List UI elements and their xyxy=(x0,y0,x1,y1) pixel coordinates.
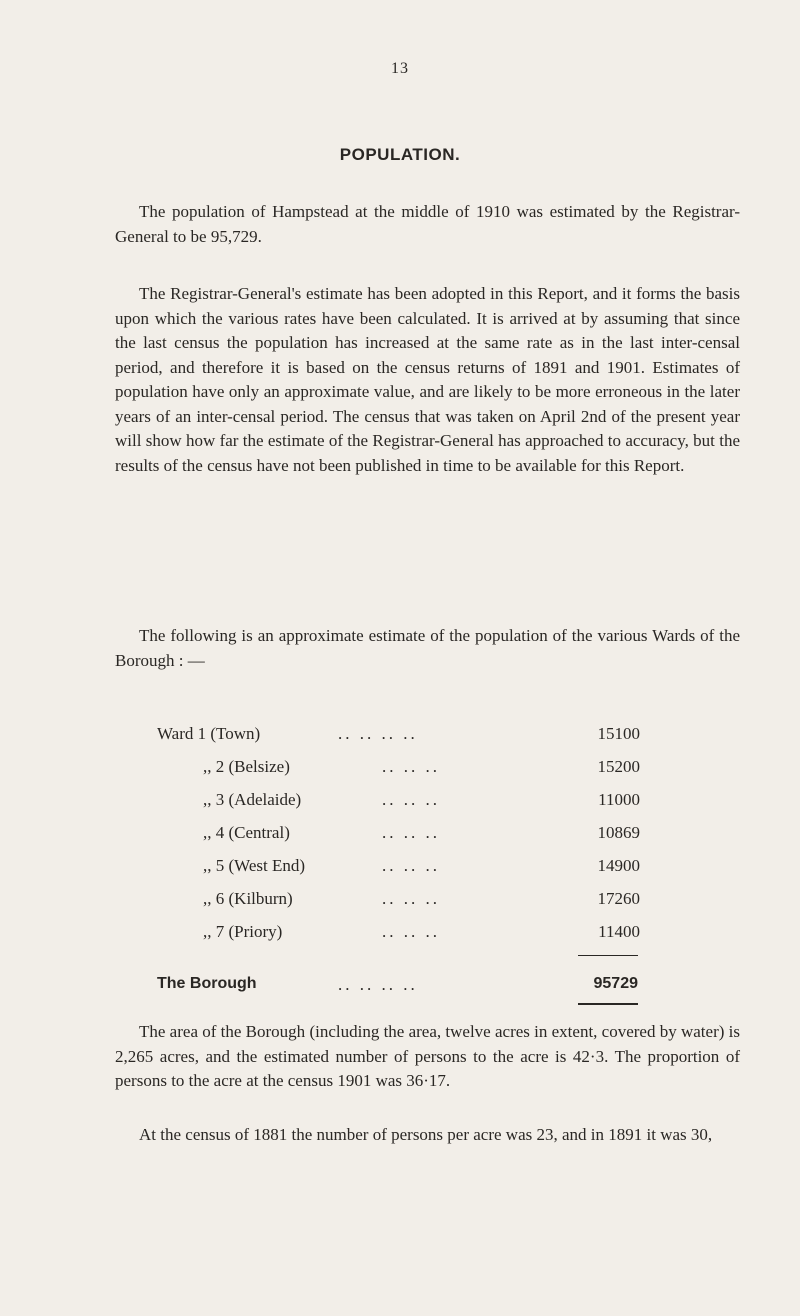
ward-row xyxy=(0,856,800,880)
leader-dots: .. .. .. xyxy=(382,922,440,941)
sum-rule xyxy=(578,955,638,956)
ward-row xyxy=(0,790,800,814)
leader-dots: .. .. .. .. xyxy=(338,975,418,994)
leader-dots: .. .. .. xyxy=(382,889,440,908)
paragraph-estimate-method: The Registrar-General's estimate has been adopted in this Report, and it forms the basis upon which the various rates have been calculated. It is arrived at by assuming that since the last census the population has increased at the same rate as in the last inter-censal period, and therefore it is based on the census returns of 1891 and 1901. Estimates of population have only an approximate value, and are likely to be more erroneous in the later years of an inter-censal period. The census that was taken on April 2nd of the present year will show how far the estimate of the Registrar-General has approached to accuracy, but the results of the census have not been published in time to be available for this Report. xyxy=(115,284,740,475)
ward-population: 11400 xyxy=(598,922,640,941)
total-label: The Borough xyxy=(157,975,257,992)
ward-label: ,, 2 (Belsize) xyxy=(203,757,290,776)
ward-row xyxy=(0,889,800,913)
ward-row xyxy=(0,823,800,847)
page-number: 13 xyxy=(391,60,409,77)
paragraph-area-density: The area of the Borough (including the area, twelve acres in extent, covered by water) is 2,265 acres, and the estimated number of persons to the acre is 42·3. The proportion of persons to the acre at the census 1901 was 36·17. xyxy=(115,1022,740,1090)
leader-dots: .. .. .. xyxy=(382,823,440,842)
ward-population: 17260 xyxy=(597,889,640,908)
leader-dots: .. .. .. xyxy=(382,790,440,809)
ward-label: ,, 6 (Kilburn) xyxy=(203,889,293,908)
ward-population: 11000 xyxy=(598,790,640,809)
paragraph-registrar-estimate: The population of Hampstead at the middle of 1910 was estimated by the Registrar-General to be 95,729. xyxy=(115,202,740,246)
ward-row xyxy=(0,757,800,781)
leader-dots: .. .. .. xyxy=(382,856,440,875)
ward-population: 15100 xyxy=(597,724,640,743)
total-population: 95729 xyxy=(593,975,638,992)
leader-dots: .. .. .. .. xyxy=(338,724,418,743)
ward-population: 14900 xyxy=(597,856,640,875)
ward-row xyxy=(0,922,800,946)
paragraph-census-history: At the census of 1881 the number of persons per acre was 23, and in 1891 it was 30, xyxy=(139,1125,713,1144)
section-heading: POPULATION. xyxy=(339,145,461,164)
ward-row xyxy=(0,724,800,748)
total-underline xyxy=(578,1003,638,1005)
ward-label: Ward 1 (Town) xyxy=(157,724,261,743)
ward-population: 10869 xyxy=(597,823,640,842)
ward-label: ,, 4 (Central) xyxy=(203,823,290,842)
paragraph-wards-intro: The following is an approximate estimate of the population of the various Wards of the Borough : — xyxy=(115,626,740,670)
ward-label: ,, 7 (Priory) xyxy=(203,922,283,941)
leader-dots: .. .. .. xyxy=(382,757,440,776)
ward-label: ,, 5 (West End) xyxy=(203,856,306,875)
ward-population: 15200 xyxy=(597,757,640,776)
ward-label: ,, 3 (Adelaide) xyxy=(203,790,302,809)
